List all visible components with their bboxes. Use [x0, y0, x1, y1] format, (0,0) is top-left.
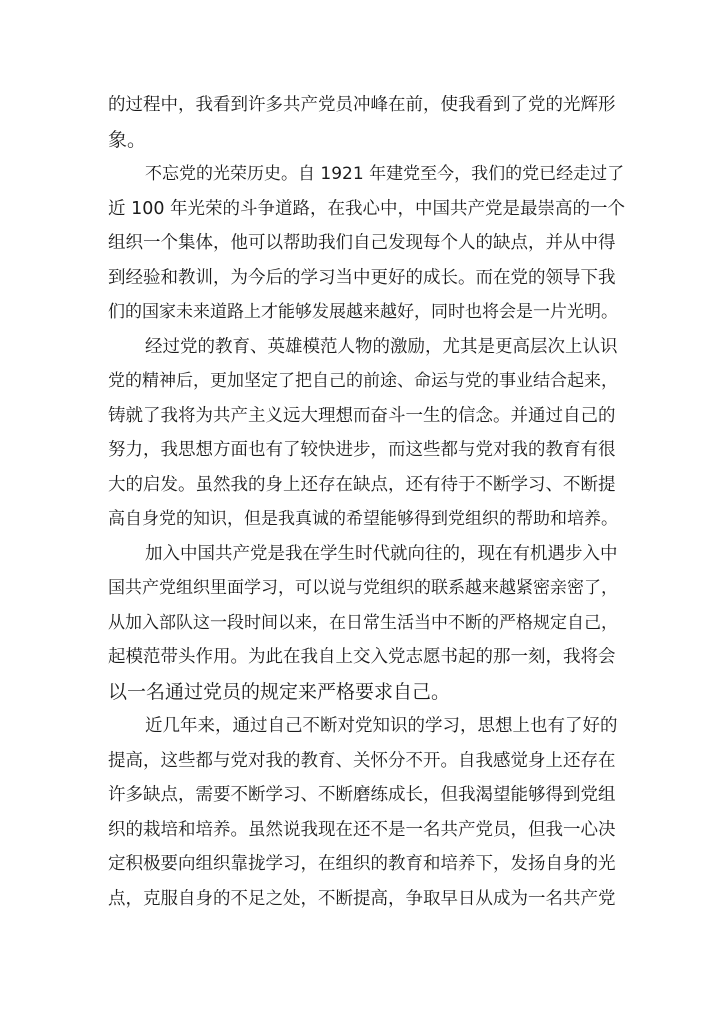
text-line: 高自身党的知识，但是我真诚的希望能够得到党组织的帮助和培养。 [108, 509, 618, 529]
text-line: 组织一个集体，他可以帮助我们自己发现每个人的缺点，并从中得 [108, 233, 616, 253]
text-line: 从加入部队这一段时间以来，在日常生活当中不断的严格规定自己， [108, 612, 618, 633]
text-line: 织的栽培和培养。虽然说我现在还不是一名共产党员，但我一心决 [108, 819, 616, 840]
text-line: 定积极要向组织靠拢学习，在组织的教育和培养下，发扬自身的光 [108, 854, 616, 874]
text-line: 近 100 年光荣的斗争道路，在我心中，中国共产党是最崇高的一个 [108, 198, 626, 219]
text-line: 铸就了我将为共产主义远大理想而奋斗一生的信念。并通过自己的 [108, 405, 616, 426]
text-line: 象。 [108, 128, 147, 151]
text-line: 以一名通过党员的规定来严格要求自己。 [108, 680, 451, 703]
paragraph-start-line: 近几年来，通过自己不断对党知识的学习，思想上也有了好的 [145, 716, 618, 736]
text-line: 到经验和教训，为今后的学习当中更好的成长。而在党的领导下我 [108, 267, 616, 288]
text-line: 大的启发。虽然我的身上还存在缺点，还有待于不断学习、不断提 [108, 474, 616, 495]
text-line: 提高，这些都与党对我的教育、关怀分不开。自我感觉身上还存在 [108, 750, 616, 771]
text-line: 起模范带头作用。为此在我自上交入党志愿书起的那一刻，我将会 [108, 647, 616, 667]
text-line: 努力，我思想方面也有了较快进步，而这些都与党对我的教育有很 [108, 440, 616, 460]
text-line: 点，克服自身的不足之处，不断提高，争取早日从成为一名共产党 [108, 888, 616, 909]
paragraph-start-line: 经过党的教育、英雄模范人物的激励，尤其是更高层次上认识 [145, 336, 618, 357]
paragraph-start-line: 加入中国共产党是我在学生时代就向往的，现在有机遇步入中 [145, 543, 618, 564]
paragraph-start-line: 不忘党的光荣历史。自 1921 年建党至今，我们的党已经走过了 [145, 164, 625, 184]
text-line: 们的国家未来道路上才能够发展越来越好，同时也将会是一片光明。 [108, 302, 618, 322]
text-line: 党的精神后，更加坚定了把自己的前途、命运与党的事业结合起来， [108, 371, 618, 391]
text-line: 许多缺点，需要不断学习、不断磨练成长，但我渴望能够得到党组 [108, 785, 616, 805]
text-line: 国共产党组织里面学习，可以说与党组织的联系越来越紧密亲密了， [108, 578, 618, 598]
document-body [108, 88, 628, 916]
text-line: 的过程中，我看到许多共产党员冲峰在前，使我看到了党的光辉形 [108, 95, 616, 115]
